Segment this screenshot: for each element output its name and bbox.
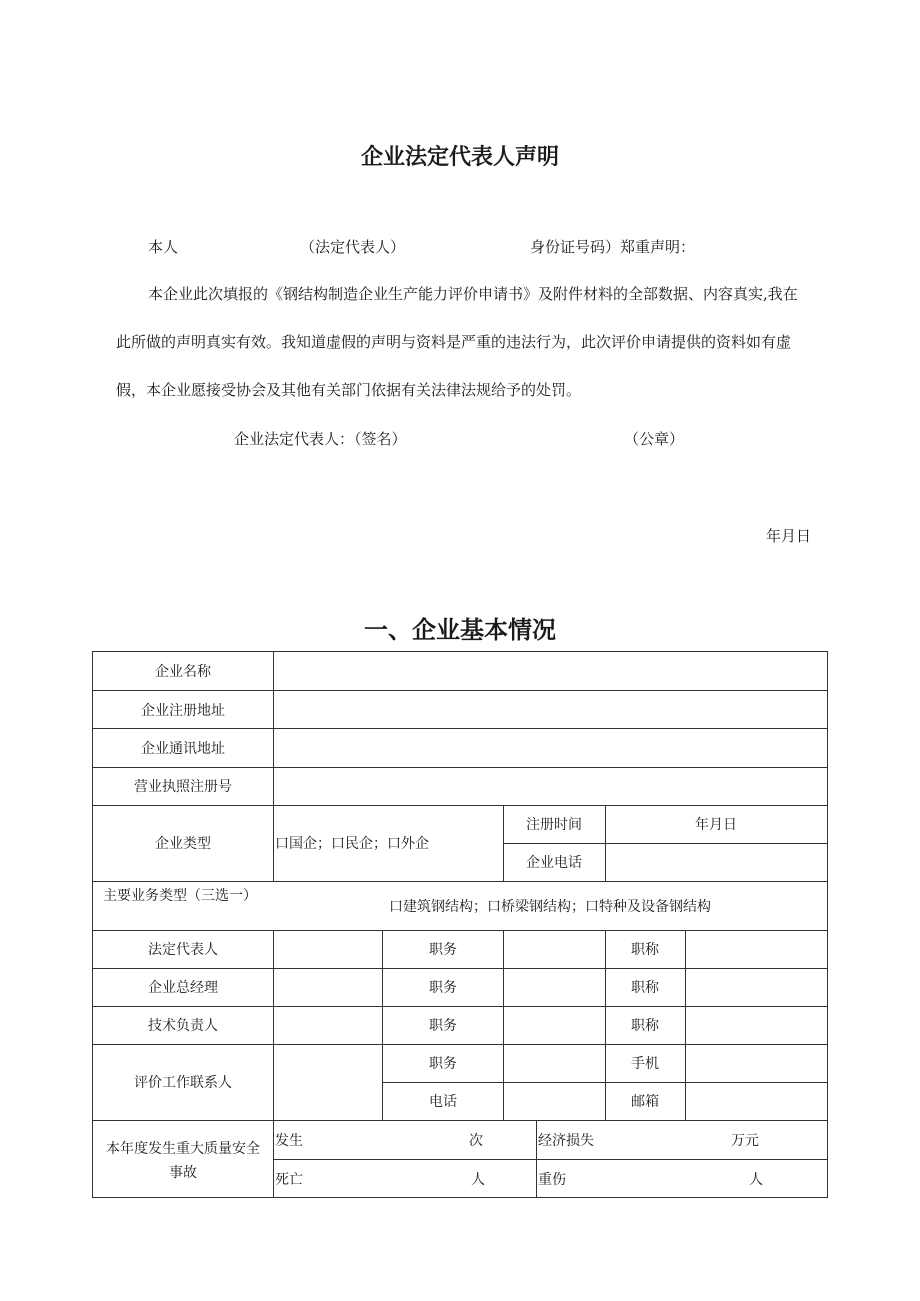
label-company-phone: 企业电话 bbox=[526, 855, 582, 871]
seal-label: （公章） bbox=[624, 430, 685, 448]
declaration-prefix: 本人 bbox=[148, 238, 179, 256]
label-email: 邮箱 bbox=[631, 1094, 659, 1110]
label-position-4: 职务 bbox=[429, 1056, 457, 1072]
label-company-type: 企业类型 bbox=[155, 836, 211, 852]
label-reg-time: 注册时间 bbox=[526, 817, 582, 833]
declaration-date: 年月日 bbox=[766, 527, 812, 545]
table-grid bbox=[92, 651, 828, 1198]
label-occur: 发生 bbox=[275, 1133, 303, 1149]
label-title-3: 职称 bbox=[631, 1018, 659, 1034]
label-title-2: 职称 bbox=[631, 980, 659, 996]
label-accident-line-2: 事故 bbox=[169, 1165, 197, 1181]
label-times: 次 bbox=[469, 1133, 483, 1149]
label-wan-yuan: 万元 bbox=[731, 1133, 759, 1149]
section-title: 一、企业基本情况 bbox=[364, 616, 556, 644]
label-position-3: 职务 bbox=[429, 1018, 457, 1034]
company-type-options: 口国企；口民企；口外企 bbox=[275, 836, 429, 852]
declaration-rep-label: （法定代表人） bbox=[300, 238, 406, 256]
label-position-1: 职务 bbox=[429, 942, 457, 958]
basic-info-table bbox=[92, 651, 828, 1198]
label-position-2: 职务 bbox=[429, 980, 457, 996]
label-death: 死亡 bbox=[275, 1172, 303, 1188]
signature-label: 企业法定代表人：（签名） bbox=[234, 430, 407, 448]
reg-date-value: 年月日 bbox=[695, 817, 737, 833]
label-mobile: 手机 bbox=[631, 1056, 659, 1072]
paragraph-line-3: 假，本企业愿接受协会及其他有关部门依据有关法律法规给予的处罚。 bbox=[116, 381, 582, 399]
business-type-options: 口建筑钢结构；口桥梁钢结构；口特种及设备钢结构 bbox=[389, 899, 711, 915]
label-tel: 电话 bbox=[429, 1094, 457, 1110]
label-person-death: 人 bbox=[471, 1172, 485, 1188]
label-legal-rep: 法定代表人 bbox=[148, 942, 218, 958]
label-company-name: 企业名称 bbox=[155, 664, 211, 680]
paragraph-line-2: 此所做的声明真实有效。我知道虚假的声明与资料是严重的违法行为，此次评价申请提供的资料如有虚 bbox=[116, 333, 792, 351]
label-person-injury: 人 bbox=[749, 1172, 763, 1188]
declaration-id-label: 身份证号码）郑重声明： bbox=[530, 238, 696, 256]
label-general-manager: 企业总经理 bbox=[148, 980, 218, 996]
label-reg-address: 企业注册地址 bbox=[141, 703, 225, 719]
declaration-title: 企业法定代表人声明 bbox=[360, 145, 559, 170]
declaration-paragraph bbox=[116, 270, 828, 414]
label-title-1: 职称 bbox=[631, 942, 659, 958]
label-mail-address: 企业通讯地址 bbox=[141, 741, 225, 757]
paragraph-line-1: 本企业此次填报的《钢结构制造企业生产能力评价申请书》及附件材料的全部数据、内容真实,我在 bbox=[148, 285, 798, 303]
label-accident-line-1: 本年度发生重大质量安全 bbox=[106, 1141, 260, 1157]
label-injury: 重伤 bbox=[538, 1172, 566, 1188]
label-tech-lead: 技术负责人 bbox=[148, 1018, 218, 1034]
label-business-type: 主要业务类型（三选一） bbox=[103, 888, 257, 904]
label-contact: 评价工作联系人 bbox=[134, 1075, 232, 1091]
label-license-no: 营业执照注册号 bbox=[134, 779, 232, 795]
label-economic-loss: 经济损失 bbox=[538, 1133, 594, 1149]
